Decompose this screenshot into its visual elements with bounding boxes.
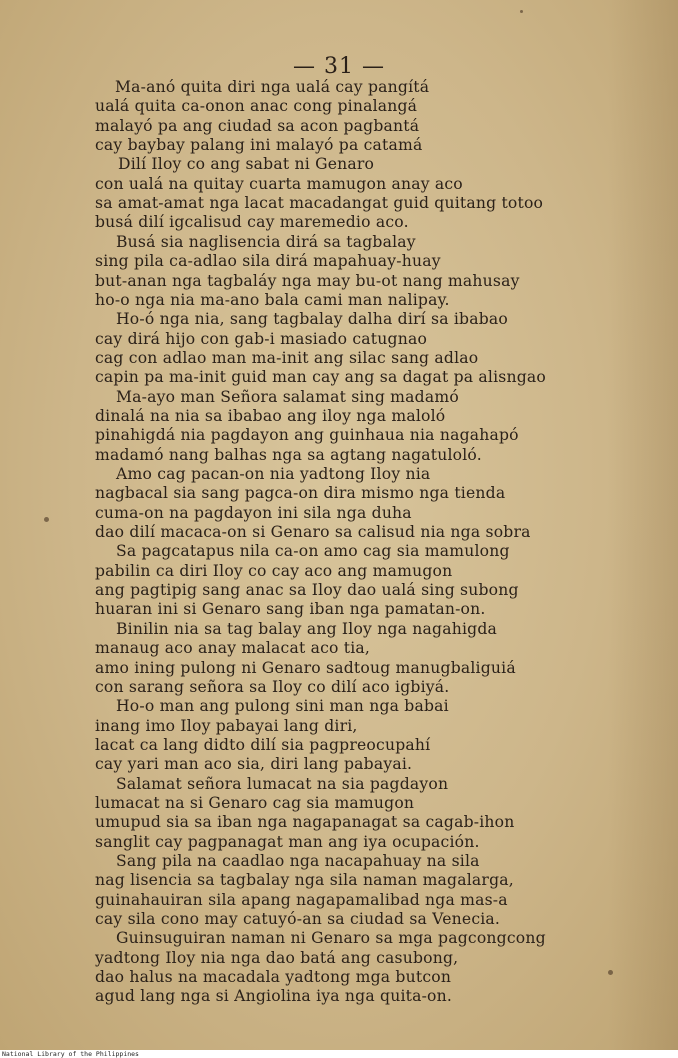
text-line: pinahigdá nia pagdayon ang guinhaua nia nagahapó <box>95 426 519 445</box>
text-line: Binilin nia sa tag balay ang Iloy nga nagahigda <box>116 619 497 638</box>
text-line: Salamat señora lumacat na sia pagdayon <box>116 774 449 793</box>
text-line: dao dilí macaca-on si Genaro sa calisud nia nga sobra <box>95 523 531 542</box>
text-line: lacat ca lang didto dilí sia pagpreocupahí <box>95 735 431 754</box>
text-line: Sa pagcatapus nila ca-on amo cag sia mamulong <box>116 542 510 561</box>
text-line: amo ining pulong ni Genaro sadtoug manugbaliguiá <box>95 658 516 677</box>
text-line: con sarang señora sa Iloy co dilí aco igbiyá. <box>95 677 450 696</box>
text-line: busá dilí igcalisud cay maremedio aco. <box>95 213 409 232</box>
ink-speck <box>520 10 523 13</box>
text-line: sanglit cay pagpanagat man ang iya ocupación. <box>95 832 480 851</box>
text-line: dao halus na macadala yadtong mga butcon <box>95 968 452 987</box>
text-line: cay yari man aco sia, diri lang pabayai. <box>95 755 413 774</box>
text-line: Ma-ayo man Señora salamat sing madamó <box>116 387 459 406</box>
text-line: Busá sia naglisencia dirá sa tagbalay <box>116 232 416 251</box>
footer <box>0 1050 678 1058</box>
text-line: pabilin ca diri Iloy co cay aco ang mamugon <box>95 561 453 580</box>
text-line: Ho-o man ang pulong sini man nga babai <box>116 697 449 716</box>
text-line: manaug aco anay malacat aco tia, <box>95 639 371 658</box>
text-line: con ualá na quitay cuarta mamugon anay aco <box>95 174 463 193</box>
ink-speck <box>608 970 613 975</box>
text-line: yadtong Iloy nia nga dao batá ang casubong, <box>95 948 459 967</box>
text-line: Amo cag pacan-on nia yadtong Iloy nia <box>116 465 431 483</box>
text-line: madamó nang balhas nga sa agtang nagatuloló. <box>95 445 482 464</box>
text-line: cuma-on na pagdayon ini sila nga duha <box>95 503 412 522</box>
text-line: Ho-ó nga nia, sang tagbalay dalha dirí sa ibabao <box>116 310 508 329</box>
text-line: cay dirá hijo con gab-i masiado catugnao <box>95 329 428 348</box>
text-line: ualá quita ca-onon anac cong pinalangá <box>95 97 418 116</box>
text-line: Sang pila na caadlao nga nacapahuay na sila <box>116 852 480 870</box>
text-line: Ma-anó quita diri nga ualá cay pangítá <box>115 78 430 96</box>
text-line: sa amat-amat nga lacat macadangat guid quitang totoo <box>95 194 544 213</box>
library-credit: National Library of the Philippines <box>2 1050 139 1058</box>
text-line: cay baybay palang ini malayó pa catamá <box>95 136 423 155</box>
text-line: capin pa ma-init guid man cay ang sa dagat pa alisngao <box>95 368 546 387</box>
text-line: ho-o nga nia ma-ano bala cami man nalipay. <box>95 290 450 309</box>
text-line: Guinsuguiran naman ni Genaro sa mga pagcongcong <box>116 929 546 948</box>
text-line: Dilí Iloy co ang sabat ni Genaro <box>118 155 375 174</box>
page-number: — 31 — <box>293 54 385 79</box>
text-line: huaran ini si Genaro sang iban nga pamatan-on. <box>95 600 486 619</box>
text-line: dinalá na nia sa ibabao ang iloy nga maloló <box>95 406 446 425</box>
text-line: cag con adlao man ma-init ang silac sang adlao <box>95 348 479 367</box>
text-line: nag lisencia sa tagbalay nga sila naman magalarga, <box>95 871 514 890</box>
text-line: inang imo Iloy pabayai lang diri, <box>95 716 358 735</box>
text-line: sing pila ca-adlao sila dirá mapahuay-huay <box>95 252 441 271</box>
text-line: cay sila cono may catuyó-an sa ciudad sa Venecia. <box>95 910 501 929</box>
text-line: agud lang nga si Angiolina iya nga quita-on. <box>95 987 453 1006</box>
text-line: umupud sia sa iban nga nagapanagat sa cagab-ihon <box>95 813 515 832</box>
ink-speck <box>44 517 49 522</box>
text-line: but-anan nga tagbaláy nga may bu-ot nang mahusay <box>95 271 520 290</box>
text-line: lumacat na si Genaro cag sia mamugon <box>95 793 415 812</box>
text-line: guinahauiran sila apang nagapamalibad nga mas-a <box>95 890 508 909</box>
text-line: ang pagtipig sang anac sa Iloy dao ualá sing subong <box>95 581 519 600</box>
text-line: malayó pa ang ciudad sa acon pagbantá <box>95 116 420 135</box>
text-line: nagbacal sia sang pagca-on dira mismo nga tienda <box>95 484 506 503</box>
